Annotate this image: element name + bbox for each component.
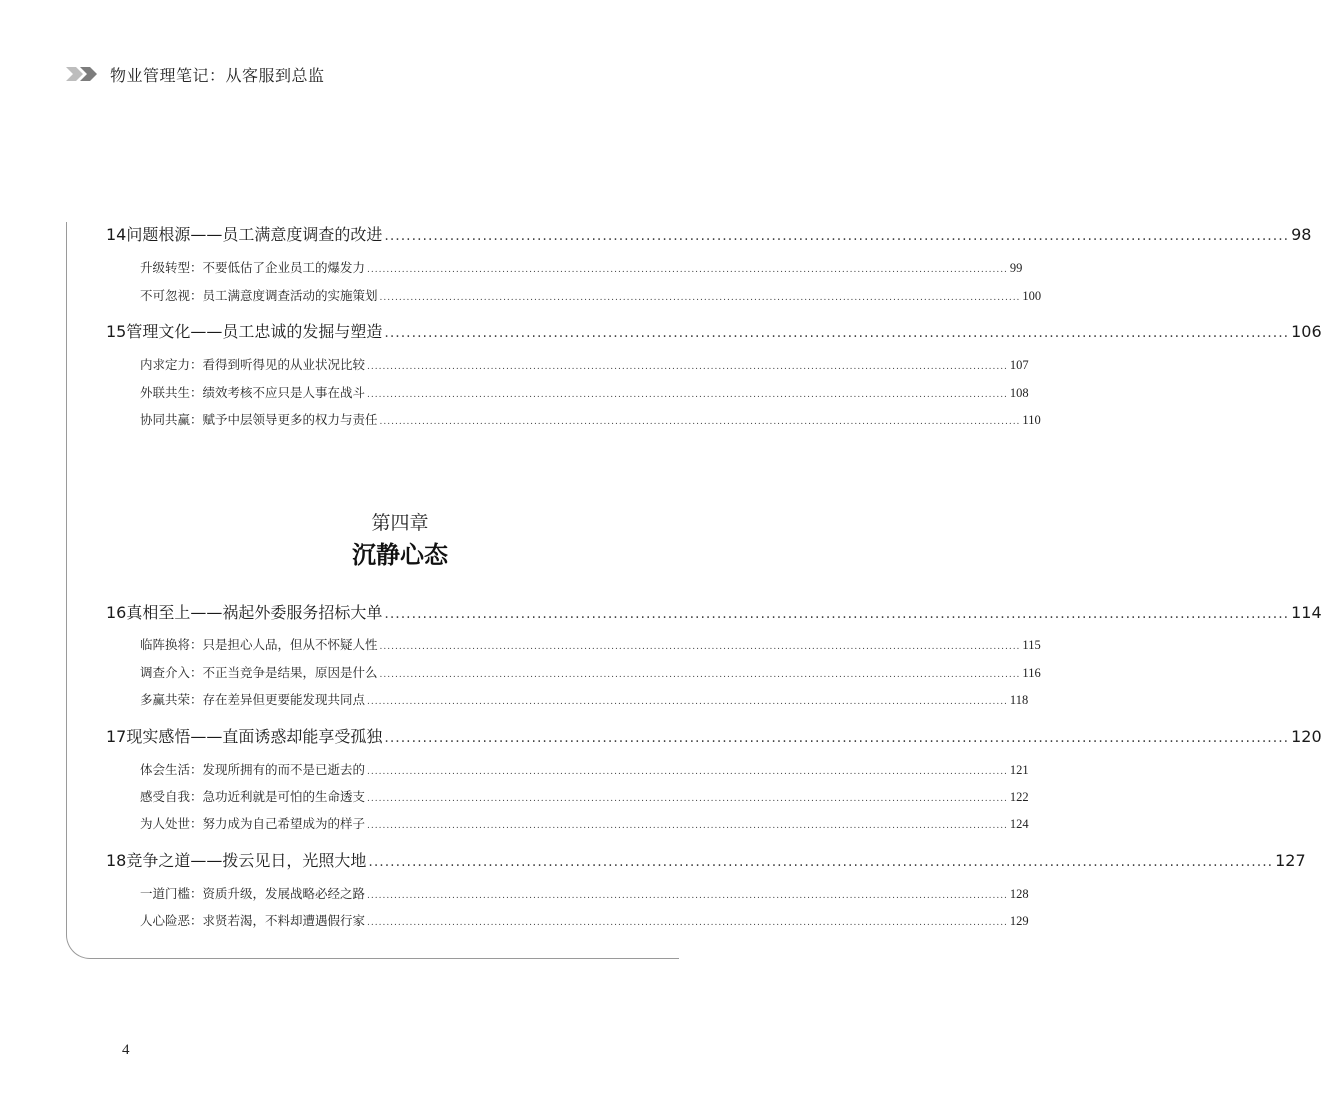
dot-leader: ...................................................................................................................................................................... [367, 697, 1008, 707]
toc-section-entry[interactable] [140, 787, 1029, 805]
section-title: 临阵换将：只是担心人品，但从不怀疑人性 [140, 637, 378, 652]
chapter-title: 问题根源——员工满意度调查的改进 [126, 225, 383, 244]
page-ref: 110 [1022, 413, 1041, 427]
section-title: 内求定力：看得到听得见的从业状况比较 [140, 357, 366, 372]
dot-leader: ...................................................................................................................................................................... [384, 730, 1290, 746]
part-title: 沉静心态 [352, 541, 448, 569]
part-label: 第四章 [371, 512, 429, 534]
toc-section-entry[interactable] [140, 760, 1029, 778]
page-ref: 116 [1022, 666, 1041, 680]
chapter-number: 16 [106, 603, 127, 622]
page-ref: 127 [1275, 851, 1306, 870]
toc-section-entry[interactable] [140, 410, 1041, 428]
dot-leader: ...................................................................................................................................................................... [367, 821, 1008, 831]
page-ref: 108 [1009, 386, 1029, 400]
page-ref: 98 [1291, 225, 1312, 244]
book-title: 物业管理笔记：从客服到总监 [110, 65, 325, 85]
toc-section-entry[interactable] [140, 258, 1023, 276]
chapter-title: 管理文化——员工忠诚的发掘与塑造 [126, 322, 383, 341]
dot-leader: ...................................................................................................................................................................... [384, 228, 1290, 244]
toc-section-entry[interactable] [140, 286, 1042, 304]
page-ref: 107 [1009, 358, 1029, 372]
dot-leader: ...................................................................................................................................................................... [368, 854, 1274, 870]
chapter-title: 现实感悟——直面诱惑却能享受孤独 [126, 727, 383, 746]
toc-chapter-entry[interactable] [106, 222, 1312, 245]
page-ref: 106 [1291, 322, 1322, 341]
page-ref: 121 [1009, 763, 1029, 777]
toc-section-entry[interactable] [140, 814, 1029, 832]
section-title: 多赢共荣：存在差异但更要能发现共同点 [140, 692, 366, 707]
page-ref: 129 [1009, 914, 1029, 928]
page-ref: 128 [1009, 887, 1029, 901]
dot-leader: ...................................................................................................................................................................... [367, 918, 1008, 928]
toc-section-entry[interactable] [140, 635, 1041, 653]
toc-chapter-entry[interactable] [106, 319, 1322, 342]
section-title: 外联共生：绩效考核不应只是人事在战斗 [140, 385, 366, 400]
toc-section-entry[interactable] [140, 690, 1029, 708]
dot-leader: ...................................................................................................................................................................... [367, 390, 1008, 400]
page-ref: 118 [1009, 693, 1029, 707]
dot-leader: ...................................................................................................................................................................... [367, 767, 1008, 777]
page-number: 4 [122, 1042, 130, 1058]
double-chevron-right-icon [66, 67, 102, 81]
chapter-number: 15 [106, 322, 127, 341]
chapter-number: 18 [106, 851, 127, 870]
chapter-number: 14 [106, 225, 127, 244]
running-header [66, 62, 325, 86]
chapter-number: 17 [106, 727, 127, 746]
toc-chapter-entry[interactable] [106, 848, 1306, 871]
toc-chapter-entry[interactable] [106, 600, 1322, 623]
section-title: 感受自我：急功近利就是可怕的生命透支 [140, 789, 366, 804]
dot-leader: ...................................................................................................................................................................... [379, 642, 1021, 652]
dot-leader: ...................................................................................................................................................................... [367, 265, 1008, 275]
section-title: 不可忽视：员工满意度调查活动的实施策划 [140, 288, 378, 303]
section-title: 体会生活：发现所拥有的而不是已逝去的 [140, 762, 366, 777]
page-ref: 122 [1009, 790, 1029, 804]
dot-leader: ...................................................................................................................................................................... [367, 362, 1008, 372]
dot-leader: ...................................................................................................................................................................... [379, 293, 1021, 303]
section-title: 人心险恶：求贤若渴，不料却遭遇假行家 [140, 913, 366, 928]
section-title: 一道门槛：资质升级，发展战略必经之路 [140, 886, 366, 901]
page-ref: 115 [1022, 638, 1041, 652]
dot-leader: ...................................................................................................................................................................... [379, 417, 1021, 427]
toc-section-entry[interactable] [140, 355, 1029, 373]
section-title: 协同共赢：赋予中层领导更多的权力与责任 [140, 412, 378, 427]
section-title: 升级转型：不要低估了企业员工的爆发力 [140, 260, 366, 275]
section-title: 为人处世：努力成为自己希望成为的样子 [140, 816, 366, 831]
toc-section-entry[interactable] [140, 663, 1041, 681]
toc-chapter-entry[interactable] [106, 724, 1322, 747]
chapter-title: 真相至上——祸起外委服务招标大单 [126, 603, 383, 622]
chapter-title: 竞争之道——拨云见日，光照大地 [126, 851, 367, 870]
dot-leader: ...................................................................................................................................................................... [367, 794, 1008, 804]
dot-leader: ...................................................................................................................................................................... [384, 606, 1290, 622]
toc-section-entry[interactable] [140, 884, 1029, 902]
page-ref: 99 [1009, 261, 1023, 275]
page-ref: 120 [1291, 727, 1322, 746]
page-ref: 100 [1022, 289, 1042, 303]
section-title: 调查介入：不正当竞争是结果，原因是什么 [140, 665, 378, 680]
dot-leader: ...................................................................................................................................................................... [384, 325, 1290, 341]
toc-section-entry[interactable] [140, 383, 1029, 401]
dot-leader: ...................................................................................................................................................................... [367, 891, 1008, 901]
dot-leader: ...................................................................................................................................................................... [379, 670, 1021, 680]
toc-section-entry[interactable] [140, 911, 1029, 929]
page-ref: 124 [1009, 817, 1029, 831]
page-ref: 114 [1291, 603, 1322, 622]
